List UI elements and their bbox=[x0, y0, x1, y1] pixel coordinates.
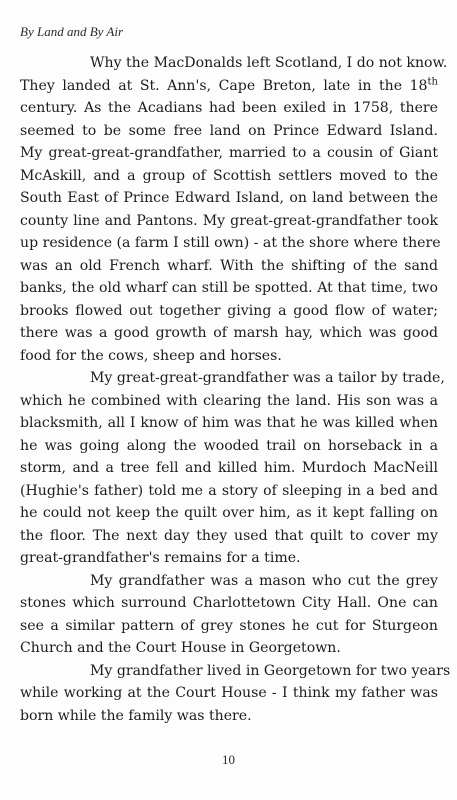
text-line: there was a good growth of marsh hay, which was good bbox=[20, 325, 438, 341]
text-line: born while the family was there. bbox=[20, 707, 252, 724]
text-line: county line and Pantons. My great-great-grandfather took bbox=[20, 212, 438, 229]
text-line: which he combined with clearing the land. His son was a bbox=[20, 392, 438, 409]
text-line: Why the MacDonalds left Scotland, I do not know. bbox=[90, 55, 448, 71]
text-line: up residence (a farm I still own) - at the shore where there bbox=[20, 235, 441, 251]
text-line: while working at the Court House - I think my father was bbox=[20, 685, 438, 701]
text-line: brooks flowed out together giving a good flow of water; bbox=[20, 302, 438, 319]
text-line: stones which surround Charlottetown City Hall. One can bbox=[20, 595, 438, 611]
text-line: (Hughie's father) told me a story of sleeping in a bed and bbox=[20, 482, 438, 499]
text-line: They landed at St. Ann's, Cape Breton, late in the 18th bbox=[20, 75, 438, 94]
text-line: My grandfather lived in Georgetown for two years bbox=[90, 662, 451, 679]
text-line: century. As the Acadians had been exiled in 1758, there bbox=[20, 100, 438, 116]
text-line: he was going along the wooded trail on horseback in a bbox=[20, 437, 438, 454]
body-text bbox=[20, 52, 451, 727]
page-number: 10 bbox=[222, 752, 235, 767]
running-header: By Land and By Air bbox=[20, 24, 124, 39]
text-line: great-grandfather's remains for a time. bbox=[20, 550, 301, 566]
text-line: banks, the old wharf can still be spotted. At that time, two bbox=[20, 280, 438, 296]
text-line: seemed to be some free land on Prince Edward Island. bbox=[20, 122, 438, 139]
text-line: Church and the Court House in Georgetown. bbox=[20, 640, 341, 656]
text-line: My grandfather was a mason who cut the grey bbox=[90, 572, 438, 589]
text-line: My great-great-grandfather, married to a cousin of Giant bbox=[20, 145, 438, 161]
text-line: he could not keep the quilt over him, as it kept falling on bbox=[20, 505, 438, 521]
text-line: the floor. The next day they used that quilt to cover my bbox=[20, 527, 438, 544]
text-line: South East of Prince Edward Island, on land between the bbox=[20, 190, 438, 206]
text-line: was an old French wharf. With the shifting of the sand bbox=[20, 257, 438, 274]
text-line: storm, and a tree fell and killed him. Murdoch MacNeill bbox=[20, 460, 438, 476]
text-line: food for the cows, sheep and horses. bbox=[20, 347, 282, 364]
text-line: McAskill, and a group of Scottish settlers moved to the bbox=[20, 167, 438, 184]
text-line: blacksmith, all I know of him was that he was killed when bbox=[20, 415, 438, 431]
text-line: My great-great-grandfather was a tailor by trade, bbox=[90, 370, 445, 386]
text-line: see a similar pattern of grey stones he cut for Sturgeon bbox=[20, 617, 438, 634]
